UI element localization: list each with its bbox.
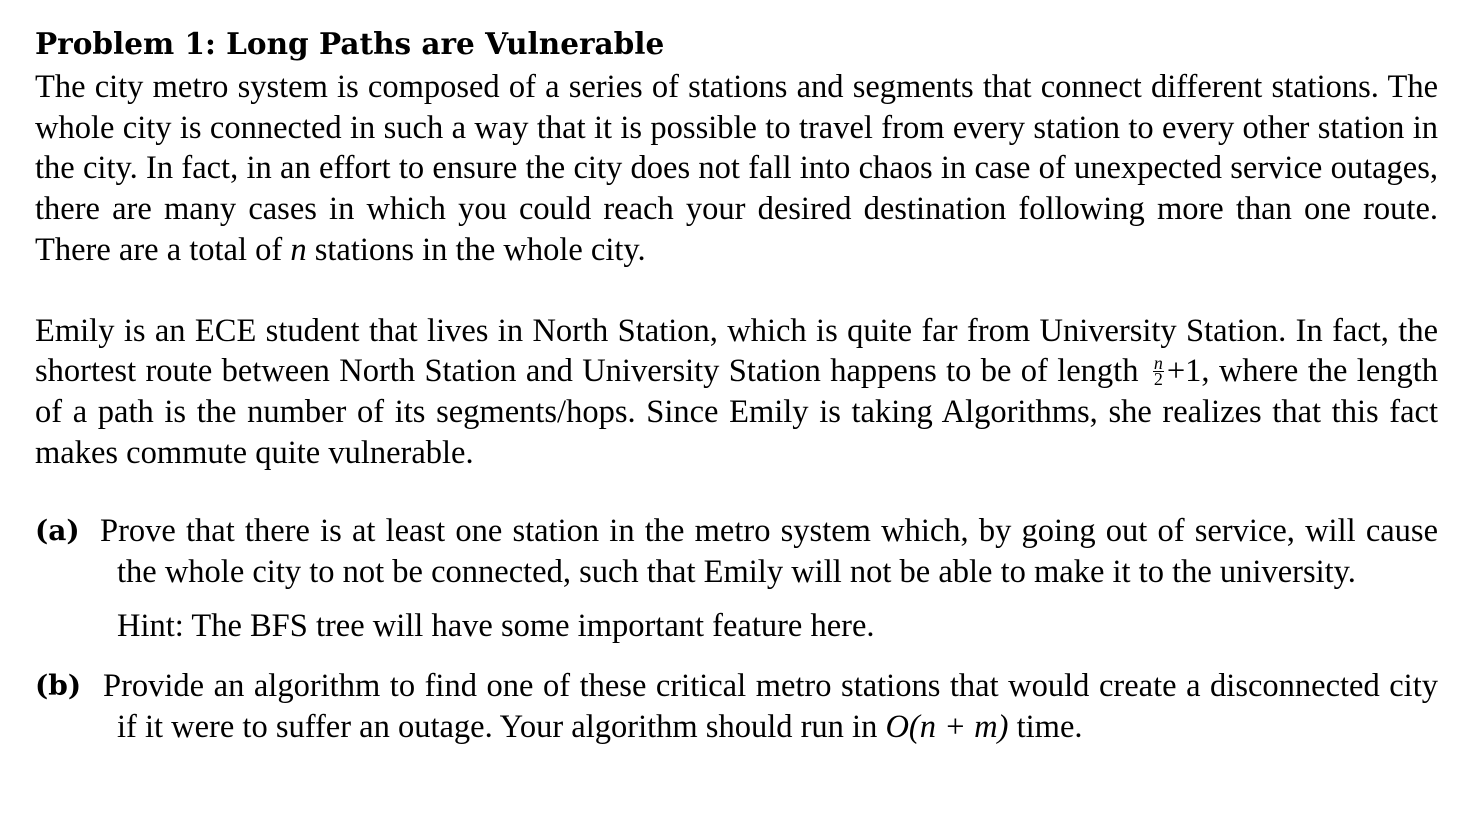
fraction-denominator: 2	[1153, 369, 1163, 390]
complexity-expression: O(n + m)	[885, 709, 1009, 746]
variable-n: n	[290, 231, 307, 268]
intro-text: The city metro system is composed of a series of stations and segments that connect different stations. The whole city is connected in such a way that it is possible to travel from every station to every other station in the city. In fact, in an effort to ensure the city does not fall into chaos in case of unexpected service outages, there are many cases in which you could reach your desired destination following more than one route. There are a total of	[35, 69, 1438, 268]
part-a-label: (a)	[35, 514, 80, 548]
context-paragraph	[35, 311, 1438, 474]
problem-title: Problem 1: Long Paths are Vulnerable	[35, 26, 665, 61]
fraction-numerator: n	[1153, 353, 1163, 374]
part-b-text-end: time.	[1016, 709, 1083, 746]
part-a-text: Prove that there is at least one station in the metro system which, by going out of service, will cause the whole city to not be connected, such that Emily will not be able to make it to the university.	[100, 513, 1438, 591]
part-a	[35, 511, 1438, 646]
part-a-hint: Hint: The BFS tree will have some important feature here.	[117, 607, 875, 644]
plus-one: +1,	[1166, 353, 1210, 390]
context-text: Emily is an ECE student that lives in North Station, which is quite far from University Station. In fact, the shortest route between North Station and University Station happens to be of length	[35, 312, 1438, 390]
context-text-end: where the length of a path is the number of its segments/hops. Since Emily is taking Algorithms, she realizes that this fact makes commute quite vulnerable.	[35, 353, 1439, 471]
part-b	[35, 666, 1438, 747]
fraction-n-over-2	[1153, 353, 1164, 390]
part-b-text	[103, 666, 1438, 747]
intro-text-end: stations in the whole city.	[314, 231, 646, 268]
intro-paragraph	[35, 67, 1438, 271]
problem-page	[35, 24, 1438, 748]
part-b-label: (b)	[35, 669, 82, 703]
part-b-text-start: Provide an algorithm to find one of these critical metro stations that would create a disconnected city if it were to suffer an outage. Your algorithm should run in	[103, 668, 1438, 746]
